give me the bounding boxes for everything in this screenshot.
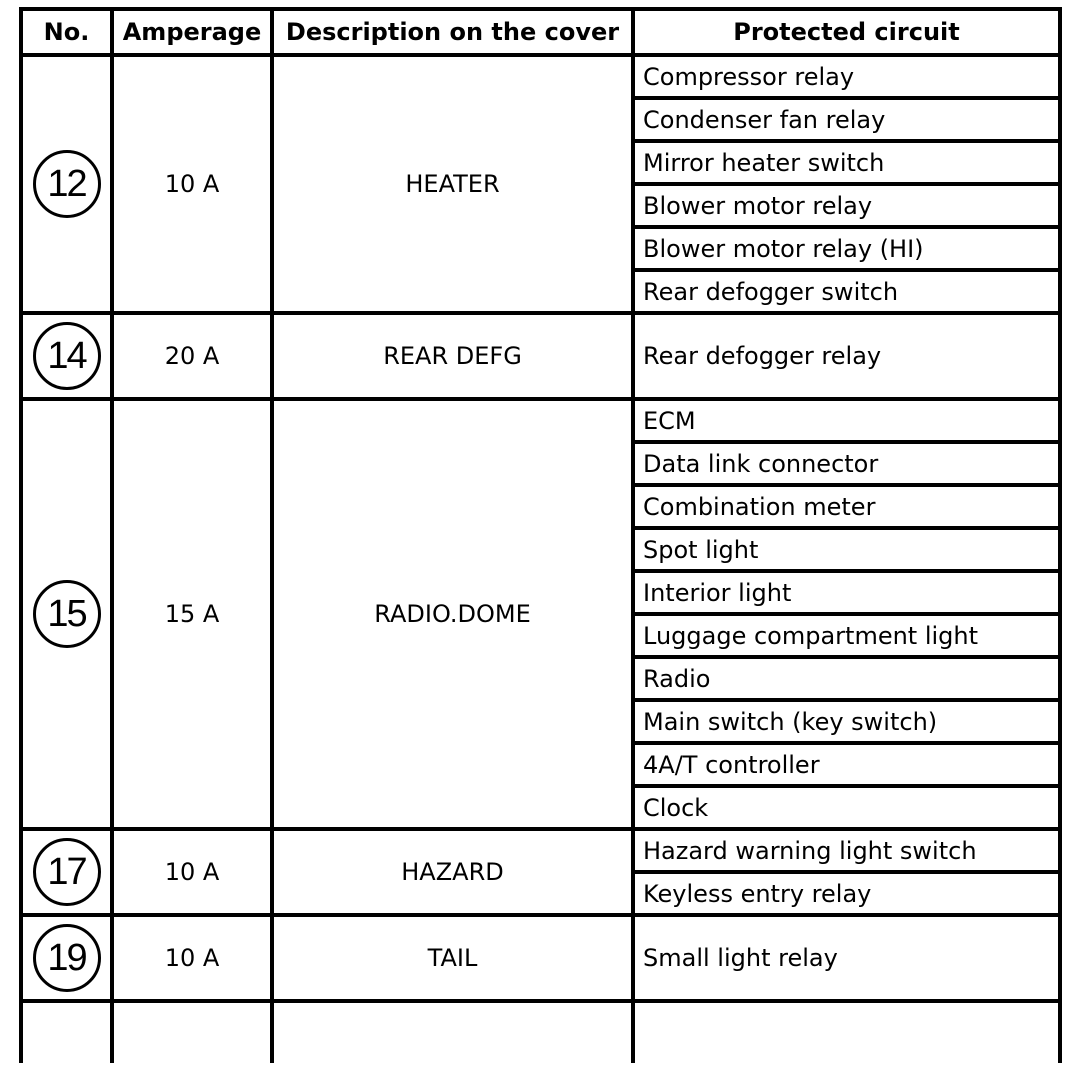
circuit-cell: Combination meter — [633, 485, 1060, 528]
description-cell: RADIO.DOME — [272, 399, 633, 829]
circuit-cell: Rear defogger switch — [633, 270, 1060, 313]
circuit-cell: Data link connector — [633, 442, 1060, 485]
amperage-cell: 10 A — [112, 55, 272, 313]
amperage-cell: 15 A — [112, 399, 272, 829]
circuit-cell: Small light relay — [633, 915, 1060, 1001]
circuit-cell: Rear defogger relay — [633, 313, 1060, 399]
table-row — [21, 399, 1060, 442]
circuit-cell: Clock — [633, 786, 1060, 829]
description-cell: REAR DEFG — [272, 313, 633, 399]
table-row — [21, 313, 1060, 399]
description-cell: HAZARD — [272, 829, 633, 915]
fuse-number-circle: 12 — [33, 150, 101, 218]
fuse-number-circle: 19 — [33, 924, 101, 992]
fuse-table-container — [19, 7, 1062, 1063]
circuit-cell: Compressor relay — [633, 55, 1060, 98]
fuse-number-circle: 14 — [33, 322, 101, 390]
fuse-number-circle: 15 — [33, 580, 101, 648]
amperage-cell: 10 A — [112, 915, 272, 1001]
circuit-cell: Spot light — [633, 528, 1060, 571]
amperage-cell: 20 A — [112, 313, 272, 399]
circuit-cell: Radio — [633, 657, 1060, 700]
circuit-cell: Main switch (key switch) — [633, 700, 1060, 743]
fuse-number-cell — [21, 915, 112, 1001]
table-row — [21, 55, 1060, 98]
header-description: Description on the cover — [272, 9, 633, 55]
table-row — [21, 915, 1060, 1001]
circuit-cell: Luggage compartment light — [633, 614, 1060, 657]
circuit-cell: Mirror heater switch — [633, 141, 1060, 184]
empty-cell — [112, 1001, 272, 1063]
circuit-cell: Keyless entry relay — [633, 872, 1060, 915]
description-cell: HEATER — [272, 55, 633, 313]
fuse-table — [19, 7, 1062, 1063]
circuit-cell: Condenser fan relay — [633, 98, 1060, 141]
circuit-cell: Blower motor relay (HI) — [633, 227, 1060, 270]
empty-cell — [272, 1001, 633, 1063]
fuse-number-cell — [21, 55, 112, 313]
empty-cell — [21, 1001, 112, 1063]
description-cell: TAIL — [272, 915, 633, 1001]
fuse-number-cell — [21, 313, 112, 399]
amperage-cell: 10 A — [112, 829, 272, 915]
header-protected-circuit: Protected circuit — [633, 9, 1060, 55]
table-row — [21, 829, 1060, 872]
header-row — [21, 9, 1060, 55]
circuit-cell: 4A/T controller — [633, 743, 1060, 786]
empty-cell — [633, 1001, 1060, 1063]
circuit-cell: Interior light — [633, 571, 1060, 614]
circuit-cell: Blower motor relay — [633, 184, 1060, 227]
fuse-table-body — [21, 55, 1060, 1063]
table-row-empty — [21, 1001, 1060, 1063]
circuit-cell: ECM — [633, 399, 1060, 442]
fuse-number-cell — [21, 829, 112, 915]
fuse-number-cell — [21, 399, 112, 829]
header-amperage: Amperage — [112, 9, 272, 55]
header-no: No. — [21, 9, 112, 55]
circuit-cell: Hazard warning light switch — [633, 829, 1060, 872]
fuse-number-circle: 17 — [33, 838, 101, 906]
